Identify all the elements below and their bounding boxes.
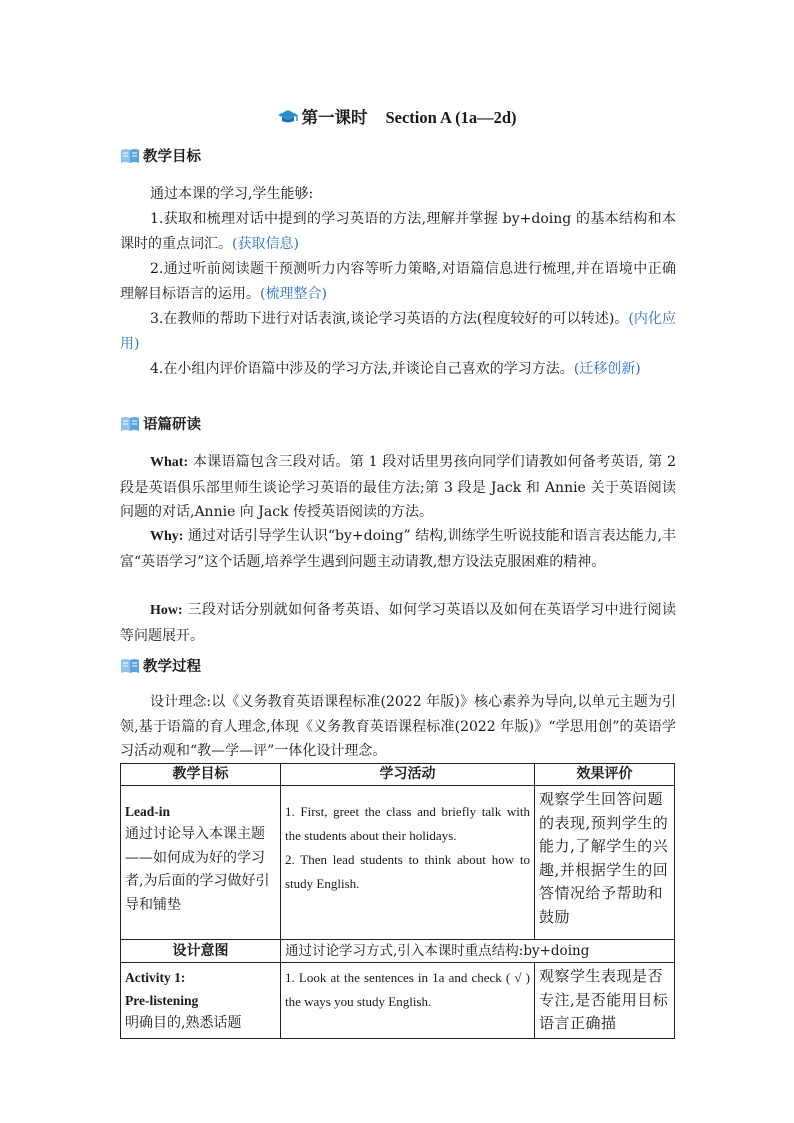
design-value: 通过讨论学习方式,引入本课时重点结构:by+doing (285, 943, 590, 959)
why-text: 通过对话引导学生认识“by+doing” 结构,训练学生听说技能和语言表达能力,丰富“英语学习”这个话题,培养学生遇到问题主动请教,想方设法克服困难的精神。 (120, 528, 677, 570)
section-label: Section A (1a—2d) (385, 108, 517, 127)
objectives-heading-text: 教学目标 (143, 148, 201, 165)
what-paragraph (120, 450, 676, 525)
objective-text: 4.在小组内评价语篇中涉及的学习方法,并谈论自己喜欢的学习方法。 (150, 361, 574, 377)
why-paragraph (120, 524, 676, 574)
design-label-cell (121, 940, 281, 963)
text-study-heading (120, 414, 201, 436)
leadin-evaluation: 观察学生回答问题的表现,预判学生的能力,了解学生的兴趣,并根据学生的回答情况给予帮助和鼓励 (539, 790, 669, 926)
column-header: 效果评价 (535, 764, 675, 786)
book-icon (120, 657, 140, 674)
design-concept: 设计理念:以《义务教育英语课程标准(2022 年版)》核心素养为导向,以单元主题为引领,基于语篇的育人理念,体现《义务教育英语课程标准(2022 年版)》“学思用创”的英语学习活动观和“教—学—评”一体化设计理念。 (120, 694, 676, 759)
leadin-evaluation-cell (535, 786, 675, 940)
how-text: 三段对话分别就如何备考英语、如何学习英语以及如何在英语学习中进行阅读等问题展开。 (120, 602, 676, 644)
objective-item (120, 257, 676, 306)
objectives-heading (120, 146, 201, 168)
objective-tag: (迁移创新) (573, 361, 641, 377)
why-label: Why: (150, 529, 184, 544)
table-row (121, 940, 675, 963)
activity1-goal: 明确目的,熟悉话题 (125, 1015, 242, 1031)
activity1-activity-cell (281, 963, 535, 1039)
objective-item (120, 357, 676, 382)
table-row (121, 786, 675, 940)
leadin-goal-cell (121, 786, 281, 940)
objective-tag: (梳理整合) (260, 285, 327, 302)
activity1-evaluation-cell (535, 963, 675, 1039)
leadin-goal: 通过讨论导入本课主题——如何成为好的学习者,为后面的学习做好引导和铺垫 (125, 826, 270, 913)
what-label: What: (150, 455, 189, 470)
leadin-activity-2: 2. Then lead students to think about how to study English. (285, 852, 530, 891)
objective-item (120, 307, 676, 356)
column-header: 学习活动 (281, 764, 535, 786)
table-header-row (121, 764, 675, 786)
text-study-heading-text: 语篇研读 (143, 416, 201, 433)
column-header: 教学目标 (121, 764, 281, 786)
leadin-activity-1: 1. First, greet the class and briefly talk with the students about their holidays. (285, 804, 530, 843)
process-heading-text: 教学过程 (143, 658, 201, 675)
book-icon (120, 415, 140, 432)
how-label: How: (150, 603, 183, 618)
objectives-intro: 通过本课的学习,学生能够: (150, 186, 314, 202)
activity1-activity: 1. Look at the sentences in 1a and check ( √ ) the ways you study English. (285, 970, 530, 1009)
activity1-subtitle: Pre-listening (125, 993, 199, 1008)
objective-text: 2.通过听前阅读题干预测听力内容等听力策略,对语篇信息进行梳理,并在语境中正确理解目标语言的运用。 (120, 261, 676, 302)
objective-tag: (内化应用) (120, 311, 676, 352)
how-paragraph (120, 598, 676, 648)
leadin-activity-cell (281, 786, 535, 940)
activity1-evaluation: 观察学生表现是否专注,是否能用目标语言正确描 (539, 967, 669, 1032)
objective-item (120, 207, 676, 256)
lesson-label: 第一课时 (301, 108, 368, 127)
activity1-title: Activity 1: (125, 970, 186, 985)
process-heading (120, 656, 201, 678)
graduation-cap-icon (277, 109, 299, 125)
page-title (0, 106, 794, 130)
objective-text: 3.在教师的帮助下进行对话表演,谈论学习英语的方法(程度较好的可以转述)。 (150, 311, 629, 327)
book-icon (120, 147, 140, 164)
table-row (121, 963, 675, 1039)
design-value-cell (281, 940, 675, 963)
what-text: 本课语篇包含三段对话。第 1 段对话里男孩向同学们请教如何备考英语, 第 2 段是英语俱乐部里师生谈论学习英语的最佳方法;第 3 段是 Jack 和 Annie 关于英语阅读问题的对话,Annie 向 Jack 传授英语阅读的方法。 (120, 454, 676, 520)
leadin-title: Lead-in (125, 804, 171, 819)
design-label: 设计意图 (172, 943, 229, 959)
objective-tag: (获取信息) (232, 235, 299, 252)
objective-text: 1.获取和梳理对话中提到的学习英语的方法,理解并掌握 by+doing 的基本结构和本课时的重点词汇。 (120, 211, 676, 252)
lesson-plan-table (120, 763, 675, 1039)
activity1-goal-cell (121, 963, 281, 1039)
